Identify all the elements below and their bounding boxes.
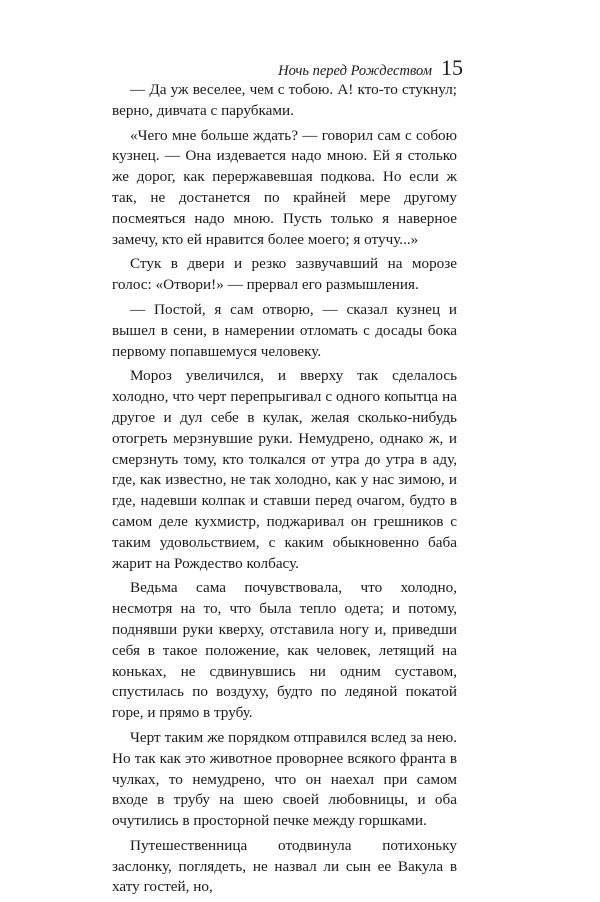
body-text — [112, 80, 457, 902]
running-title: Ночь перед Рождеством — [278, 63, 432, 79]
paragraph: — Да уж веселее, чем с тобою. А! кто-то стукнул; верно, дивчата с парубками. — [112, 81, 457, 119]
paragraph: «Чего мне больше ждать? — говорил сам с собою кузнец. — Она издевается надо мною. Ей я столько же дорог, как перержавевшая подкова. Но если ж так, не достанется по крайней мере другому посмеяться надо мною. Пусть только я наверное замечу, кто ей нравится более моего; я отучу...» — [112, 126, 457, 248]
paragraph: Черт таким же порядком отправился вслед за нею. Но так как это животное проворнее всякого франта в чулках, то немудрено, что он наехал при самом входе в трубу на шею своей любовницы, и оба очутились в просторной печке между горшками. — [112, 728, 457, 830]
running-header — [278, 55, 463, 81]
paragraph: Ведьма сама почувствовала, что холодно, несмотря на то, что была тепло одета; и потому, поднявши руки кверху, отставила ногу и, приведши себя в такое положение, как человек, летящий на коньках, не сдвинувшись ни одним суставом, спустилась по воздуху, будто по ледяной покатой горе, и прямо в трубу. — [112, 579, 457, 722]
paragraph: Стук в двери и резко зазвучавший на морозе голос: «Отвори!» — прервал его размышления. — [112, 255, 457, 294]
paragraph: Мороз увеличился, и вверху так сделалось холодно, что черт перепрыгивал с одного копытца на другое и дул себе в кулак, желая сколько-нибудь отогреть мерзнувшие руки. Немудрено, однако ж, и смерзнуть тому, кто толкался от утра до утра в аду, где, как известно, не так холодно, как у нас зимою, и где, надевши колпак и ставши перед очагом, будто в самом деле кухмистр, поджаривал он грешников с таким удовольствием, с каким обыкновенно баба жарит на Рождество колбасу. — [112, 367, 457, 572]
paragraph: — Постой, я сам отворю, — сказал кузнец и вышел в сени, в намерении отломать с досады бока первому попавшемуся человеку. — [112, 300, 457, 360]
paragraph: Путешественница отодвинула потихоньку заслонку, поглядеть, не назвал ли сын ее Вакула в хату гостей, но, — [112, 836, 457, 896]
page-number: 15 — [441, 55, 463, 80]
